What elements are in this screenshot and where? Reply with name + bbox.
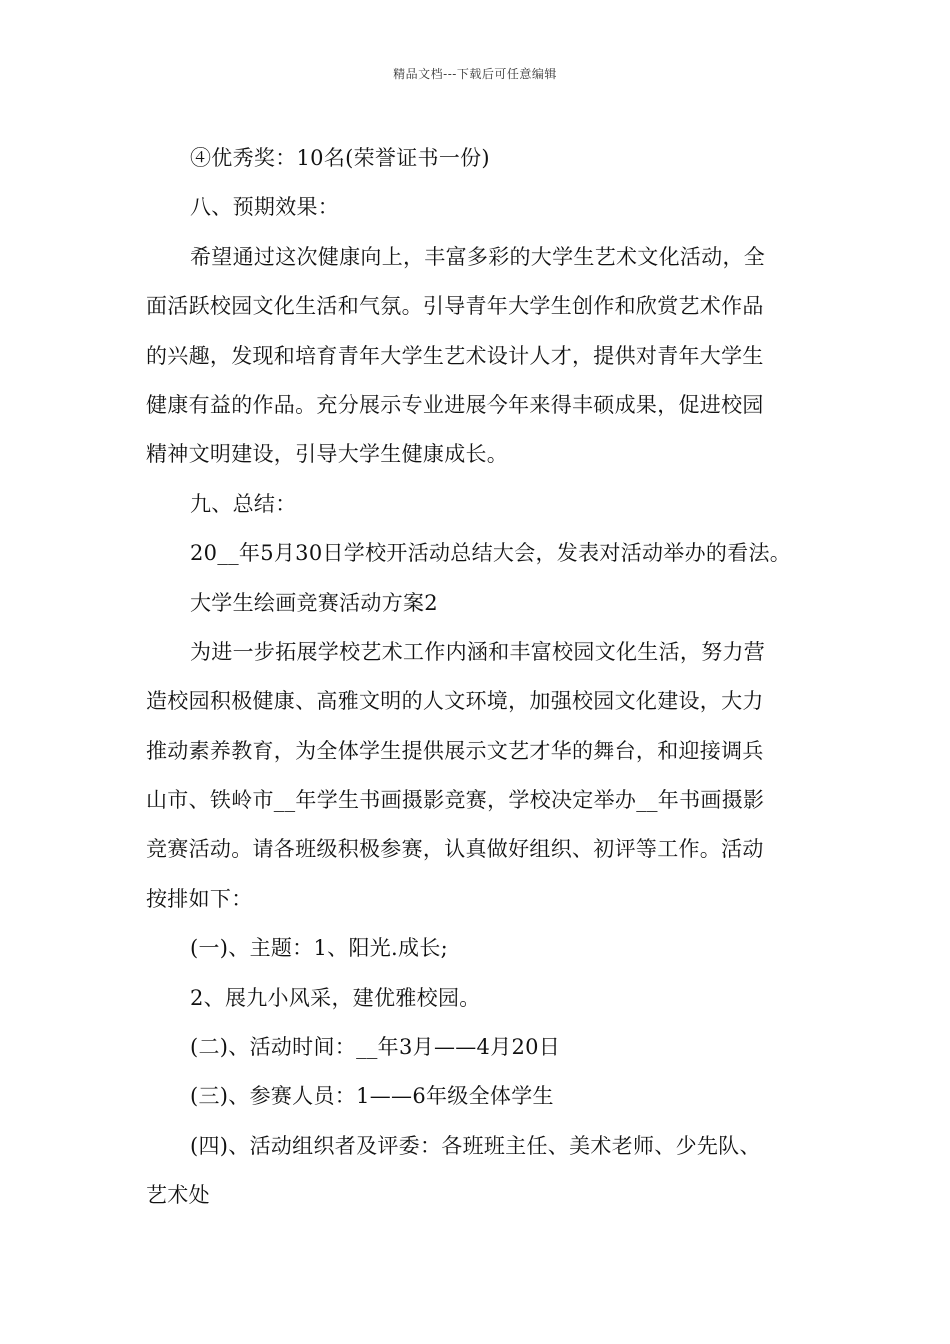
text-line: 20__年5月30日学校开活动总结大会，发表对活动举办的看法。 — [190, 541, 792, 566]
text-line: 造校园积极健康、高雅文明的人文环境，加强校园文化建设，大力 — [146, 689, 764, 714]
section-heading: 八、预期效果： — [190, 195, 340, 220]
page-header: 精品文档---下载后可任意编辑 — [393, 67, 557, 81]
list-item: (二)、活动时间：__年3月——4月20日 — [190, 1035, 561, 1060]
list-item: (四)、活动组织者及评委：各班班主任、美术老师、少先队、 — [190, 1133, 761, 1158]
document-title: 大学生绘画竞赛活动方案2 — [190, 590, 438, 615]
text-line: 希望通过这次健康向上，丰富多彩的大学生艺术文化活动，全 — [190, 244, 766, 269]
text-line: 健康有益的作品。充分展示专业进展今年来得丰硕成果，促进校园 — [146, 392, 764, 417]
list-item: 2、展九小风采，建优雅校园。 — [190, 985, 481, 1010]
section-heading: 九、总结： — [190, 491, 297, 516]
text-line: 为进一步拓展学校艺术工作内涵和丰富校园文化生活，努力营 — [190, 639, 766, 664]
text-line: 推动素养教育，为全体学生提供展示文艺才华的舞台，和迎接调兵 — [146, 738, 764, 763]
document-body — [146, 134, 814, 1221]
text-line: 按排如下： — [146, 886, 253, 911]
text-line: 山市、铁岭市__年学生书画摄影竞赛，学校决定举办__年书画摄影 — [146, 788, 765, 813]
list-item: (一)、主题：1、阳光.成长; — [190, 936, 448, 961]
text-line: 的兴趣，发现和培育青年大学生艺术设计人才，提供对青年大学生 — [146, 343, 764, 368]
text-line: 竞赛活动。请各班级积极参赛，认真做好组织、初评等工作。活动 — [146, 837, 764, 862]
text-line: ④优秀奖：10名(荣誉证书一份) — [190, 146, 490, 170]
list-item: (三)、参赛人员：1——6年级全体学生 — [190, 1084, 554, 1109]
text-line: 精神文明建设，引导大学生健康成长。 — [146, 442, 509, 467]
text-line: 面活跃校园文化生活和气氛。引导青年大学生创作和欣赏艺术作品 — [146, 294, 764, 319]
text-line: 艺术处 — [146, 1183, 210, 1208]
